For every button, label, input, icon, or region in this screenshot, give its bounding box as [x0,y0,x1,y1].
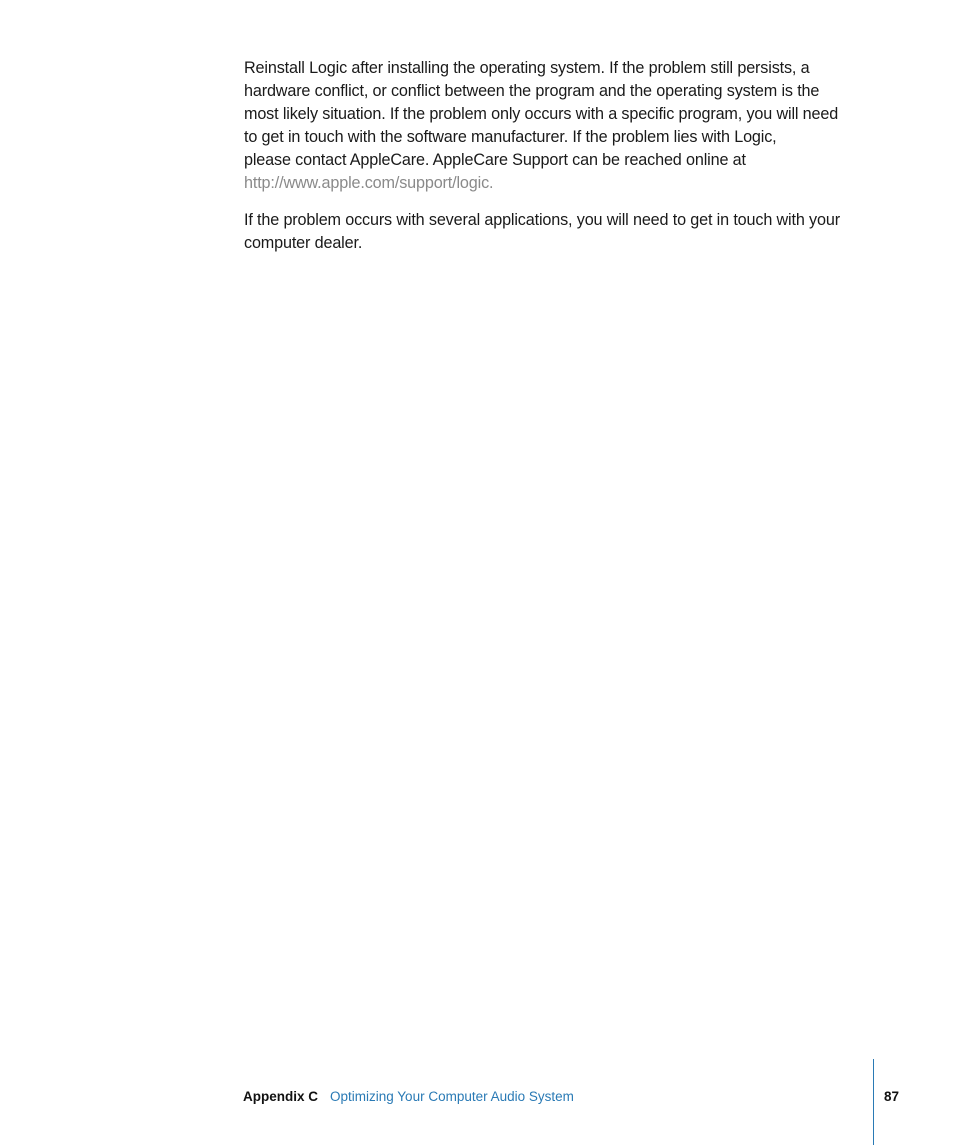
text-line: most likely situation. If the problem only occurs with a specific program, you will need [244,105,839,123]
page-footer [243,1088,574,1106]
text-line: computer dealer. [244,234,363,252]
footer-divider [873,1059,874,1145]
footer-appendix-label: Appendix C [243,1089,319,1104]
paragraph-dealer [244,209,874,255]
text-line: If the problem occurs with several applications, you will need to get in touch with your [244,211,840,229]
text-line: hardware conflict, or conflict between the program and the operating system is the [244,82,820,100]
footer-chapter-title: Optimizing Your Computer Audio System [330,1089,574,1104]
paragraph-reinstall [244,57,874,195]
page-number: 87 [884,1089,900,1104]
text-line: Reinstall Logic after installing the operating system. If the problem still persists, a [244,59,810,77]
text-line: to get in touch with the software manufacturer. If the problem lies with Logic, [244,128,777,146]
main-content [244,57,874,269]
support-link[interactable]: http://www.apple.com/support/logic. [244,174,494,192]
text-line: please contact AppleCare. AppleCare Support can be reached online at [244,151,746,169]
